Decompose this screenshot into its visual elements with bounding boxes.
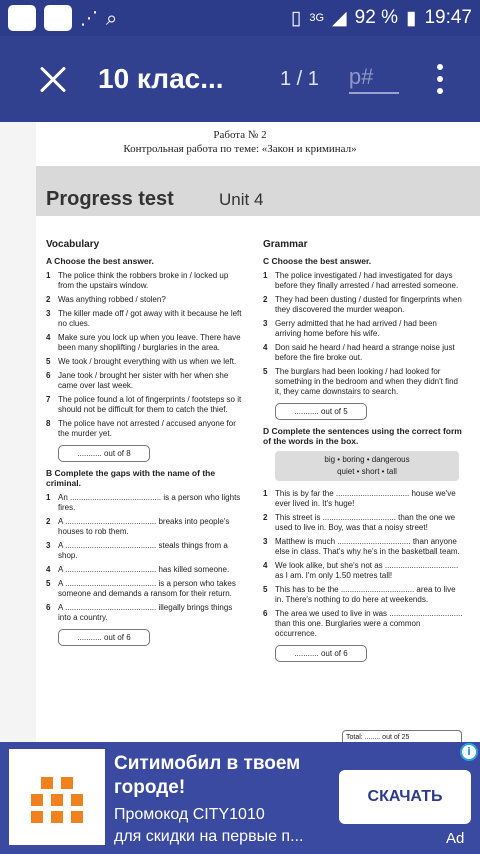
download-button[interactable]: СКАЧАТЬ: [339, 770, 471, 824]
page-number-input[interactable]: p#: [349, 64, 399, 94]
vibrate-icon: ▯: [290, 7, 302, 29]
progress-test-banner: [36, 166, 480, 216]
list-item: 1 This is by far the ................................. house we've ever lived in. It's huge!: [263, 489, 456, 508]
word-box: [275, 451, 459, 481]
score-box: ........... out of 5: [275, 403, 367, 420]
vocabulary-column: [46, 240, 246, 652]
grammar-column: [263, 240, 463, 668]
citymobil-logo: [9, 749, 105, 845]
list-item: 2 A ......................................... breaks into people's houses to rob them.: [46, 517, 230, 536]
russian-header-1: Работа № 2: [213, 129, 267, 141]
list-item: 2 This street is ................................. than the one we used to live in. Boy, was that a noisy street!: [263, 513, 456, 532]
ad-text: [114, 804, 334, 848]
score-box: ........... out of 6: [275, 645, 367, 662]
battery-level: 92 %: [354, 7, 398, 28]
list-item: 2 Was anything robbed / stolen?: [46, 295, 166, 304]
score-box: ........... out of 8: [58, 445, 150, 462]
exercise-title: B Complete the gaps with the name of the criminal.: [46, 468, 216, 488]
share-icon: ⋰: [80, 7, 98, 29]
list-item: 1 An ......................................... is a person who lights fires.: [46, 493, 241, 512]
notification-icon: [8, 5, 36, 31]
list-item: 6 The area we used to live in was ................................. than this one. Burglaries were a common occurrence.: [263, 609, 463, 638]
search-icon: ⌕: [106, 6, 118, 30]
ad-text-line: Промокод CITY1010: [114, 806, 265, 823]
list-item: 1 The police think the robbers broke in / locked up from the upstairs window.: [46, 271, 229, 290]
close-icon[interactable]: [38, 64, 68, 94]
list-item: 7 The police found a lot of fingerprints / footsteps so it should not be difficult for them to catch the thief.: [46, 395, 242, 414]
list-item: 3 A ......................................... steals things from a shop.: [46, 541, 228, 560]
app-bar: [0, 36, 480, 122]
banner-unit: Unit 4: [219, 190, 264, 209]
list-item: 5 A ......................................... is a person who takes someone and demands a ransom for their return.: [46, 579, 236, 598]
list-item: 5 This has to be the ................................. area to live in. There's nothing to do here at weekends.: [263, 585, 456, 604]
list-item: 6 Jane took / brought her sister with her when she came over last week.: [46, 371, 229, 390]
list-item: 3 The killer made off / got away with it because he left no clues.: [46, 309, 242, 328]
list-item: 4 Make sure you lock up when you leave. There have been many shoplifting / burglaries in the area.: [46, 333, 241, 352]
list-item: 3 Gerry admitted that he had arrived / had been arriving home before his wife.: [263, 319, 437, 338]
list-item: 4 Don said he heard / had heard a strange noise just before the fire broke out.: [263, 343, 455, 362]
section-heading: Grammar: [263, 239, 308, 250]
notification-icon: [44, 5, 72, 31]
list-item: 6 A ......................................... illegally brings things into a country.: [46, 603, 233, 622]
total-score-box: Total: ........ out of 25: [342, 730, 462, 742]
list-item: 1 The police investigated / had investigated for days before they finally arrested / had arrested someone.: [263, 271, 459, 290]
ad-title: Ситимобил в твоем городе!: [114, 753, 301, 798]
list-item: 3 Matthew is much ................................. than anyone else in class. That's why he's in the basketball team.: [263, 537, 460, 556]
ad-label: Ad: [446, 830, 465, 847]
document-viewer[interactable]: [0, 122, 480, 742]
exercise-title: A Choose the best answer.: [46, 256, 154, 266]
list-item: 5 We took / brought everything with us when we left.: [46, 357, 237, 366]
signal-icon: ◢: [332, 7, 347, 29]
word-box-line: quiet • short • tall: [337, 467, 397, 476]
word-box-line: big • boring • dangerous: [324, 455, 410, 464]
network-type: 3G: [309, 12, 325, 24]
banner-title: Progress test: [46, 188, 174, 210]
score-box: ........... out of 6: [58, 629, 150, 646]
battery-icon: ▮: [405, 7, 417, 29]
list-item: 5 The burglars had been looking / had looked for something in the bedroom and when they didn't find it, they came downstairs to search.: [263, 367, 458, 396]
ad-text-line: для скидки на первые п...: [114, 828, 304, 845]
page-counter: 1 / 1: [280, 67, 319, 90]
section-heading: Vocabulary: [46, 239, 100, 250]
info-icon[interactable]: i: [460, 743, 478, 761]
more-options-icon[interactable]: [437, 64, 443, 94]
document-title: 10 клас...: [98, 63, 224, 94]
clock: 19:47: [424, 7, 472, 28]
exercise-title: D Complete the sentences using the correct form of the words in the box.: [263, 426, 462, 446]
ad-banner[interactable]: [0, 742, 480, 854]
list-item: 4 A ......................................... has killed someone.: [46, 565, 230, 574]
document-page: [36, 122, 480, 742]
exercise-title: C Choose the best answer.: [263, 256, 372, 266]
list-item: 8 The police have not arrested / accused anyone for the murder yet.: [46, 419, 236, 438]
russian-header-2: Контрольная работа по теме: «Закон и криминал»: [123, 143, 357, 155]
status-bar: [0, 0, 480, 36]
list-item: 2 They had been dusting / dusted for fingerprints when they discovered the murder weapon.: [263, 295, 462, 314]
list-item: 4 We look alike, but she's not as ................................. as I am. I'm only 1.50 metres tall!: [263, 561, 459, 580]
